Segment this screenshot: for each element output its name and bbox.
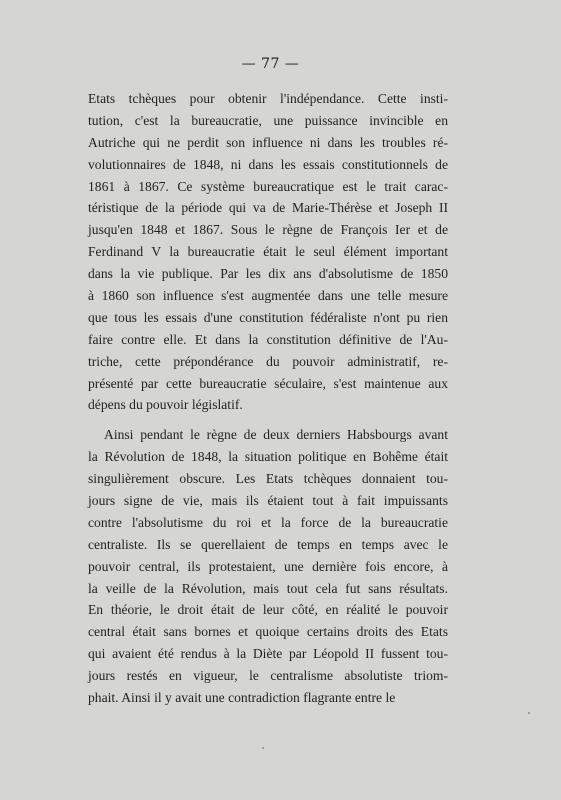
text-line: central était sans bornes et quoique certains droits des Etats [88,624,448,640]
text-line: jusqu'en 1848 et 1867. Sous le règne de François Ier et de [88,222,448,238]
body-text [88,88,448,709]
text-line: à 1860 son influence s'est augmentée dans une telle mesure [88,288,448,304]
text-line: volutionnaires de 1848, ni dans les essais constitutionnels de [88,156,448,172]
text-line: qui avaient été rendus à la Diète par Léopold II fussent tou- [88,646,448,662]
text-line: Ainsi pendant le règne de deux derniers Habsbourgs avant [104,427,448,443]
text-line: centraliste. Ils se querellaient de temps en temps avec le [88,536,448,552]
page-number: — 77 — [241,56,300,72]
text-line: Etats tchèques pour obtenir l'indépendance. Cette insti- [88,91,448,106]
text-line: dépens du pouvoir législatif. [88,397,243,413]
text-line: la veille de la Révolution, mais tout cela fut sans résultats. [88,580,448,596]
text-line: phait. Ainsi il y avait une contradiction flagrante entre le [88,690,396,706]
text-line: que tous les essais d'une constitution fédéraliste n'ont pu rien [88,309,448,325]
text-line: dans la vie publique. Par les dix ans d'absolutisme de 1850 [88,266,448,282]
text-line: singulièrement obscure. Les Etats tchèques donnaient tou- [88,471,448,487]
text-line: téristique de la période qui va de Marie-Thérèse et Joseph II [88,200,448,216]
text-line: contre l'absolutisme du roi et la force de la bureaucratie [88,514,448,530]
text-line: tution, c'est la bureaucratie, une puissance invincible en [88,112,448,128]
text-line: jours signe de vie, mais ils étaient tout à fait impuissants [88,493,448,509]
text-line: Ferdinand V la bureaucratie était le seul élément important [88,244,448,260]
paragraph [88,88,448,416]
text-line: faire contre elle. Et dans la constitution définitive de l'Au- [88,331,448,347]
paragraph [88,424,448,709]
text-line: pouvoir central, ils protestaient, une dernière fois encore, à [88,558,448,574]
text-line: présenté par cette bureaucratie séculaire, s'est maintenue aux [88,375,448,391]
paragraph-spacing [88,416,448,424]
text-line: jours restés en vigueur, le centralisme absolutiste triom- [88,668,448,684]
text-line: Autriche qui ne perdit son influence ni dans les troubles ré- [88,134,448,150]
text-line: En théorie, le droit était de leur côté, en réalité le pouvoir [88,602,448,618]
paper-speck [262,747,264,749]
text-line: la Révolution de 1848, la situation politique en Bohême était [88,449,448,465]
paper-speck [528,712,530,714]
text-line: triche, cette prépondérance du pouvoir administratif, re- [88,353,448,369]
text-line: 1861 à 1867. Ce système bureaucratique est le trait carac- [88,178,448,194]
